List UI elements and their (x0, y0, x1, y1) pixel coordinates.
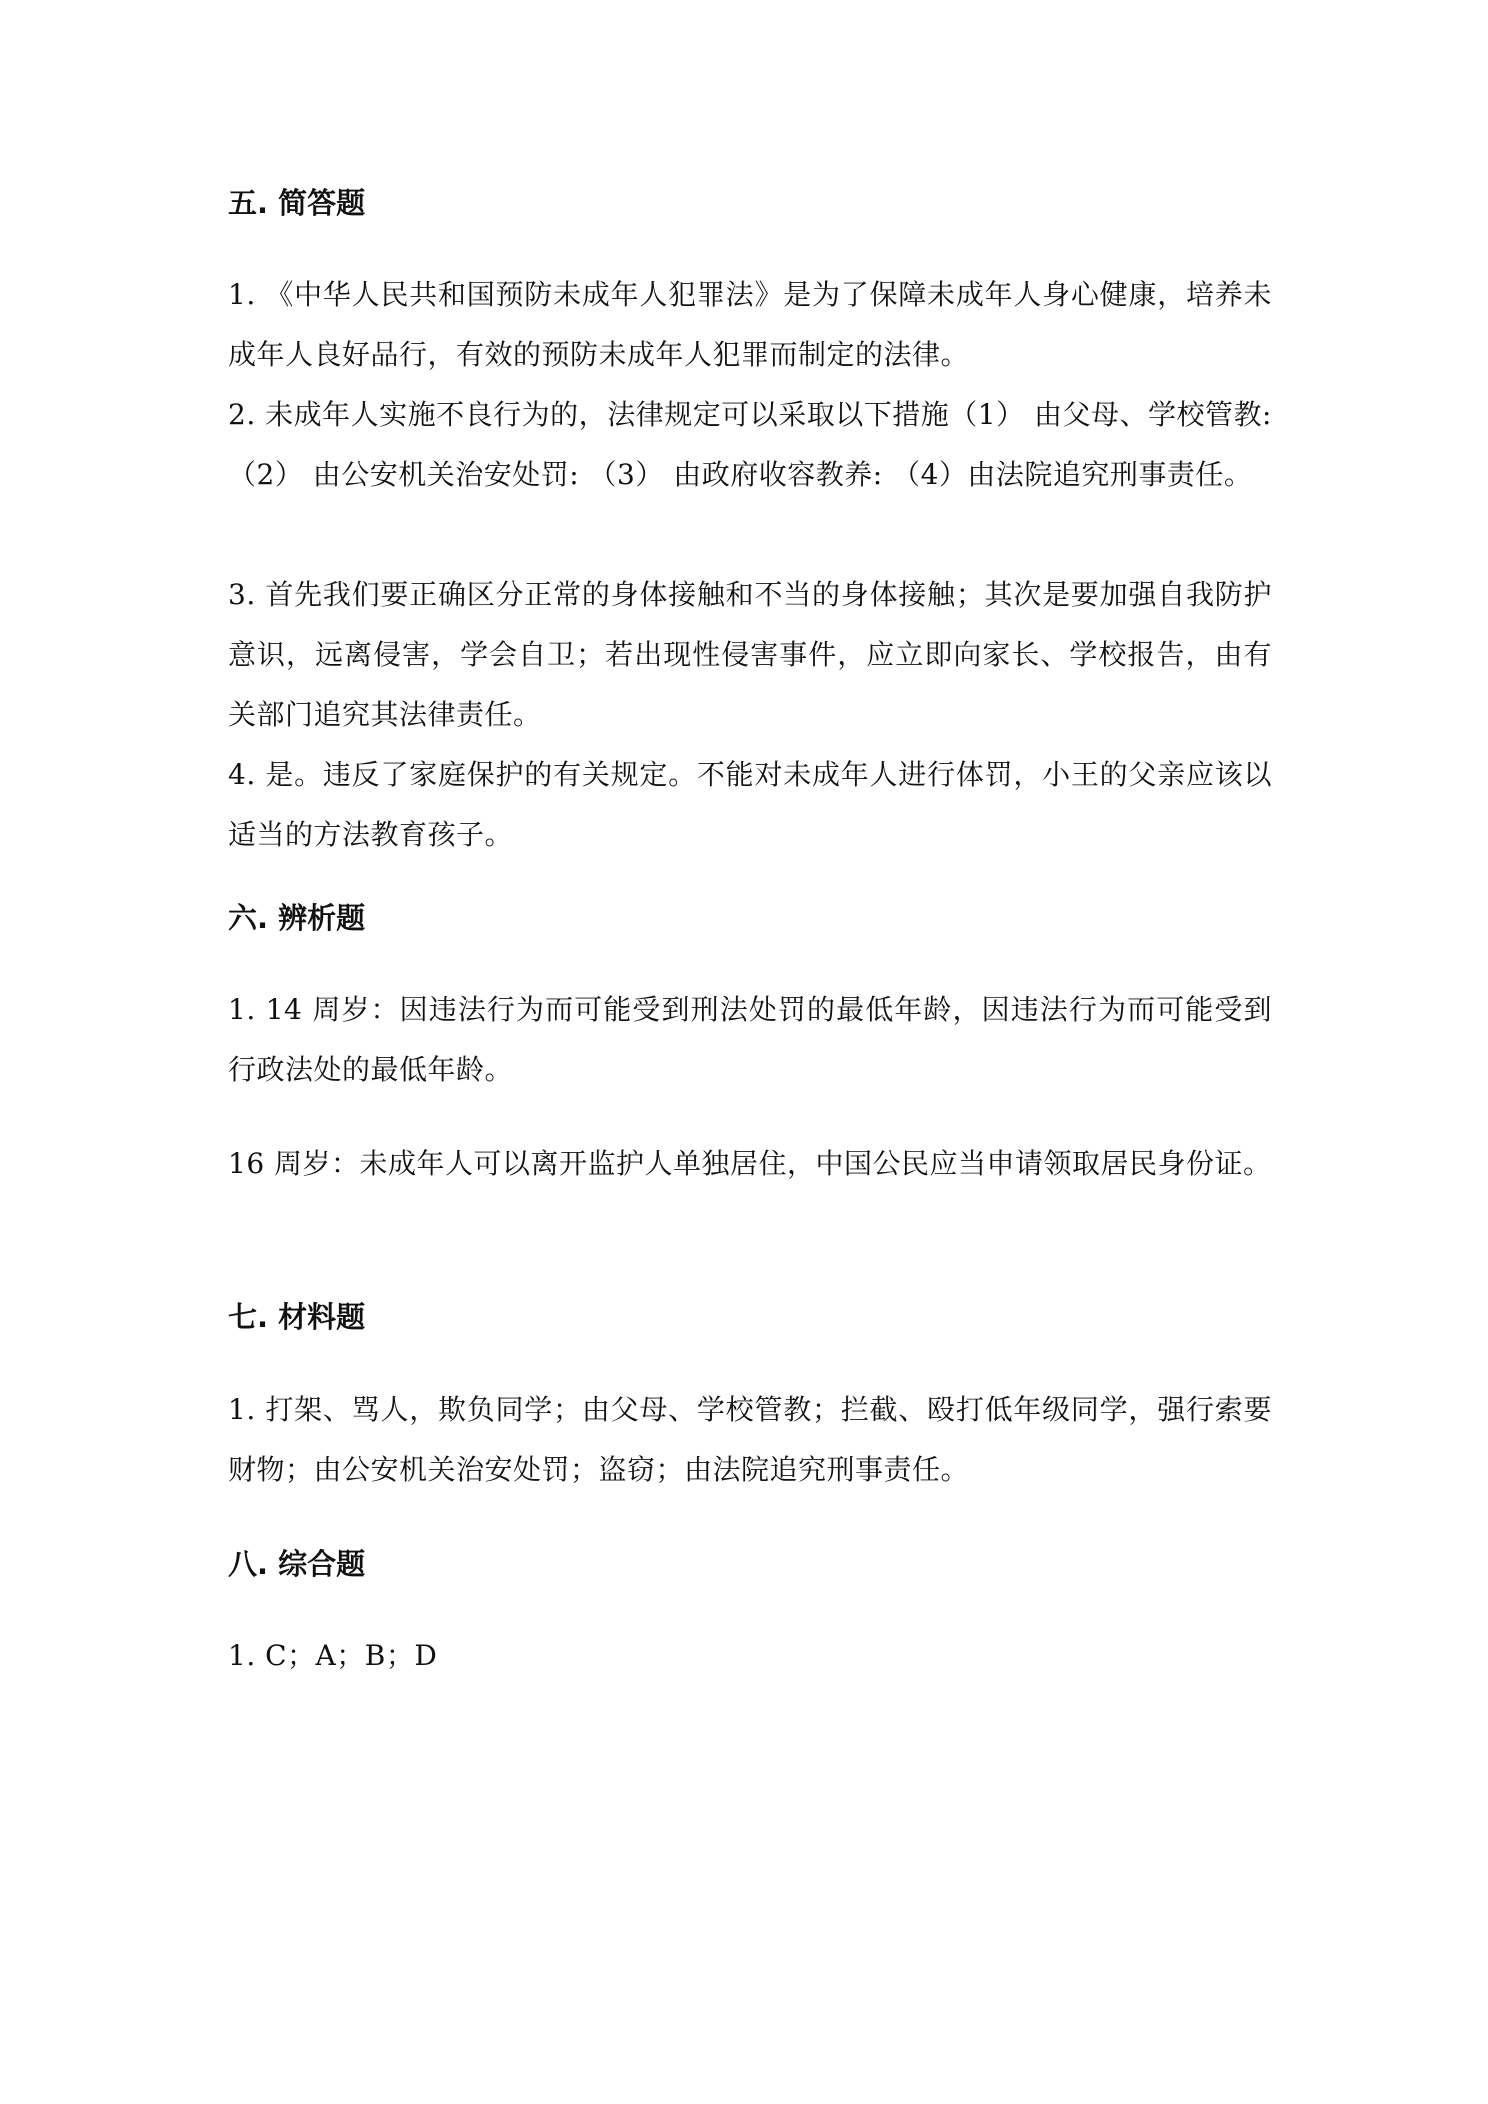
short-answer-item-1: 1. 《中华人民共和国预防未成年人犯罪法》是为了保障未成年人身心健康，培养未成年人良好品行，有效的预防未成年人犯罪而制定的法律。 (228, 278, 1272, 371)
section-heading-comprehensive: 八. 综合题 (228, 1547, 366, 1581)
short-answer-item-2: 2. 未成年人实施不良行为的，法律规定可以采取以下措施（1） 由父母、学校管教: （2） 由公安机关治安处罚: （3） 由政府收容教养: （4）由法院追究刑事责任。 (228, 398, 1272, 491)
analysis-item-2: 16 周岁：未成年人可以离开监护人单独居住，中国公民应当申请领取居民身份证。 (228, 1147, 1272, 1180)
section-heading-analysis: 六. 辨析题 (228, 901, 366, 935)
comprehensive-item-1: 1. C；A；B；D (228, 1639, 438, 1672)
material-item-1: 1. 打架、骂人，欺负同学；由父母、学校管教；拦截、殴打低年级同学，强行索要财物；由公安机关治安处罚；盗窃；由法院追究刑事责任。 (228, 1393, 1272, 1486)
section-heading-material: 七. 材料题 (228, 1300, 366, 1334)
analysis-item-1: 1. 14 周岁：因违法行为而可能受到刑法处罚的最低年龄，因违法行为而可能受到行政法处的最低年龄。 (228, 993, 1272, 1086)
short-answer-item-3: 3. 首先我们要正确区分正常的身体接触和不当的身体接触；其次是要加强自我防护意识，远离侵害，学会自卫；若出现性侵害事件，应立即向家长、学校报告，由有关部门追究其法律责任。 (228, 578, 1272, 731)
section-heading-short-answer: 五. 简答题 (228, 186, 366, 220)
short-answer-item-4: 4. 是。违反了家庭保护的有关规定。不能对未成年人进行体罚，小王的父亲应该以适当的方法教育孩子。 (228, 758, 1272, 851)
